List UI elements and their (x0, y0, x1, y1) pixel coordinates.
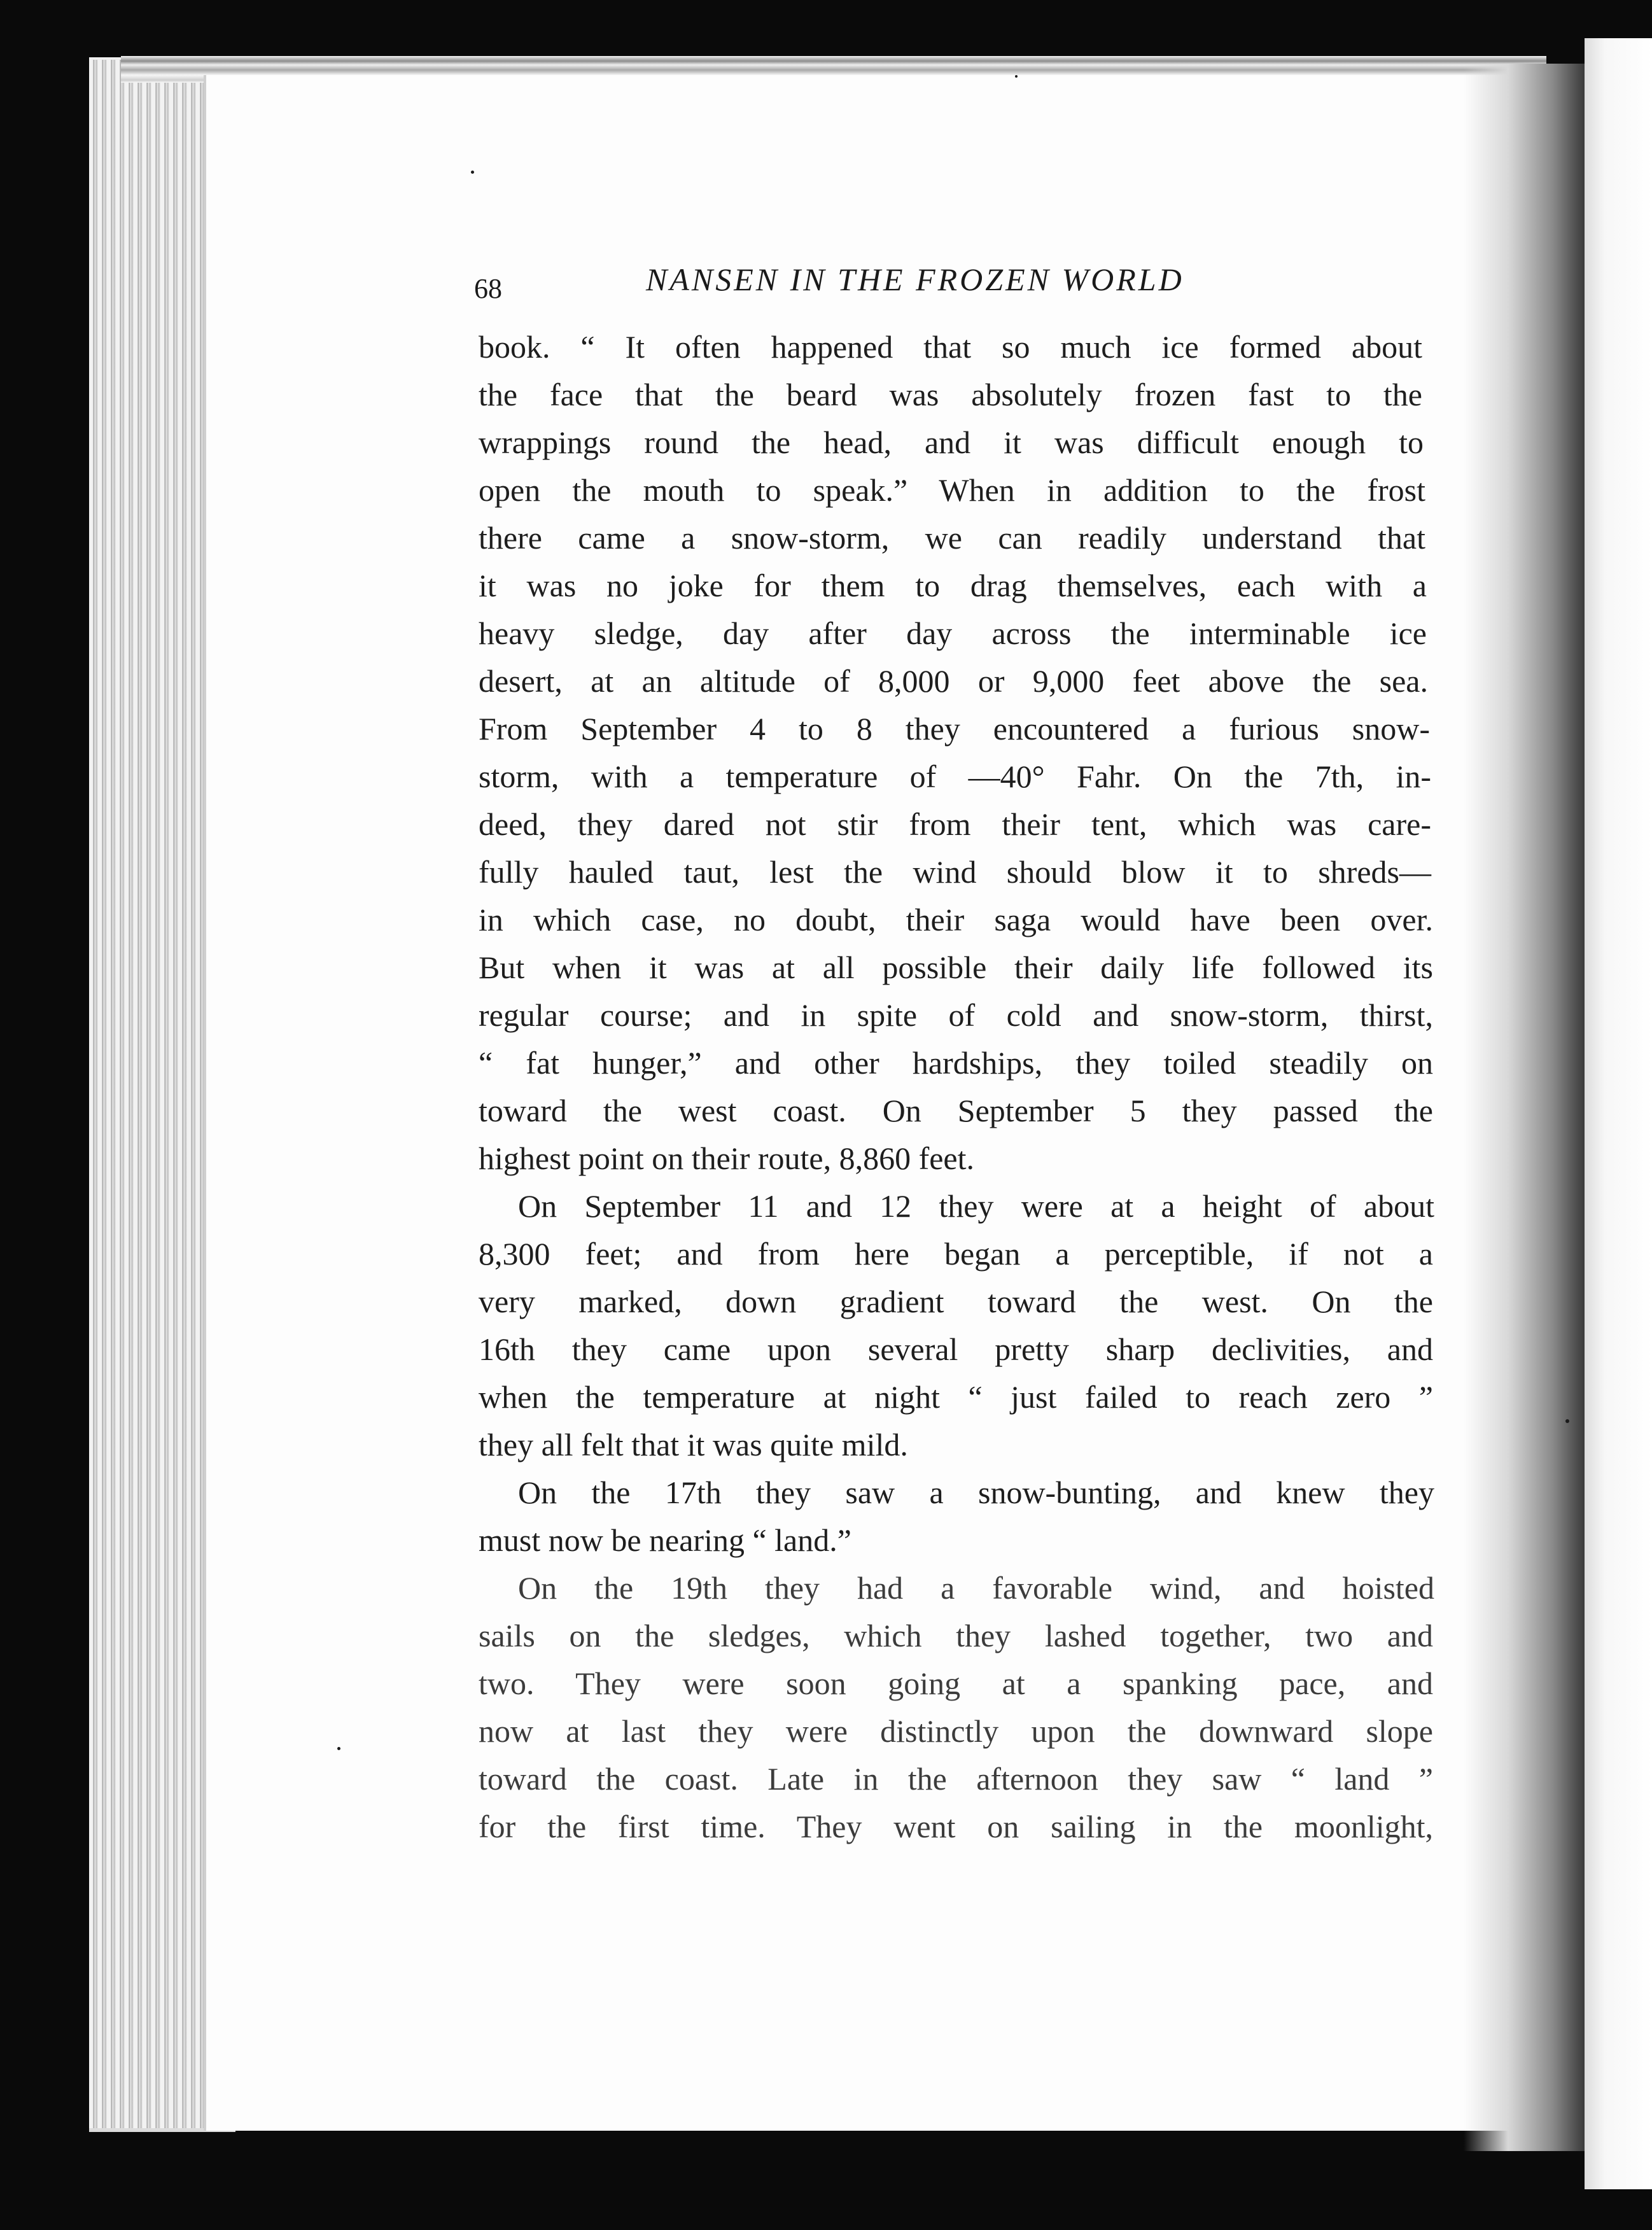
text-line: toward the west coast. On September 5 they passed the (479, 1093, 1433, 1128)
text-line: fully hauled taut, lest the wind should blow it to shreds— (479, 854, 1431, 890)
text-line: the face that the beard was absolutely frozen fast to the (479, 377, 1422, 412)
text-line: regular course; and in spite of cold and snow-storm, thirst, (479, 997, 1433, 1033)
text-line: highest point on their route, 8,860 feet. (479, 1140, 975, 1176)
text-line: toward the coast. Late in the afternoon they saw “ land ” (479, 1761, 1433, 1797)
text-line: heavy sledge, day after day across the interminable ice (479, 615, 1427, 651)
text-line: very marked, down gradient toward the west. On the (479, 1284, 1433, 1319)
text-line: But when it was at all possible their daily life followed its (479, 950, 1433, 985)
text-line: in which case, no doubt, their saga would have been over. (479, 902, 1433, 937)
facing-page-sliver (1585, 38, 1652, 2189)
gutter-shadow (1464, 64, 1591, 2151)
text-line: 8,300 feet; and from here began a perceptible, if not a (479, 1236, 1433, 1272)
text-line: storm, with a temperature of —40° Fahr. On the 7th, in- (479, 759, 1431, 794)
text-line: “ fat hunger,” and other hardships, they toiled steadily on (479, 1045, 1433, 1081)
running-title: NANSEN IN THE FROZEN WORLD (646, 262, 1184, 297)
text-line: sails on the sledges, which they lashed together, two and (479, 1618, 1433, 1653)
dust-speck (471, 171, 474, 174)
text-line: book. “ It often happened that so much ice formed about (479, 329, 1422, 365)
text-line: it was no joke for them to drag themselves, each with a (479, 568, 1427, 603)
page-number: 68 (474, 273, 502, 304)
running-header (474, 261, 1263, 305)
dust-speck (1015, 75, 1018, 78)
text-line: open the mouth to speak.” When in addition to the frost (479, 472, 1425, 508)
text-line: they all felt that it was quite mild. (479, 1427, 908, 1462)
text-line: 16th they came upon several pretty sharp declivities, and (479, 1331, 1433, 1367)
text-line: for the first time. They went on sailing in the moonlight, (479, 1809, 1433, 1844)
text-line: wrappings round the head, and it was difficult enough to (479, 424, 1424, 460)
text-line: now at last they were distinctly upon the downward slope (479, 1713, 1433, 1749)
text-line: there came a snow-storm, we can readily understand that (479, 520, 1425, 556)
text-line: On the 17th they saw a snow-bunting, and knew they (518, 1475, 1434, 1510)
text-line: must now be nearing “ land.” (479, 1522, 851, 1558)
text-line: two. They were soon going at a spanking pace, and (479, 1665, 1433, 1701)
text-line: desert, at an altitude of 8,000 or 9,000 feet above the sea. (479, 663, 1428, 699)
dust-speck (1565, 1419, 1569, 1423)
text-line: deed, they dared not stir from their tent, which was care- (479, 806, 1431, 842)
body-text (479, 323, 1433, 1851)
text-line: From September 4 to 8 they encountered a furious snow- (479, 711, 1430, 747)
text-line: when the temperature at night “ just failed to reach zero ” (479, 1379, 1433, 1415)
dust-speck (337, 1747, 340, 1750)
text-line: On the 19th they had a favorable wind, and hoisted (518, 1570, 1434, 1606)
text-line: On September 11 and 12 they were at a height of about (518, 1188, 1434, 1224)
